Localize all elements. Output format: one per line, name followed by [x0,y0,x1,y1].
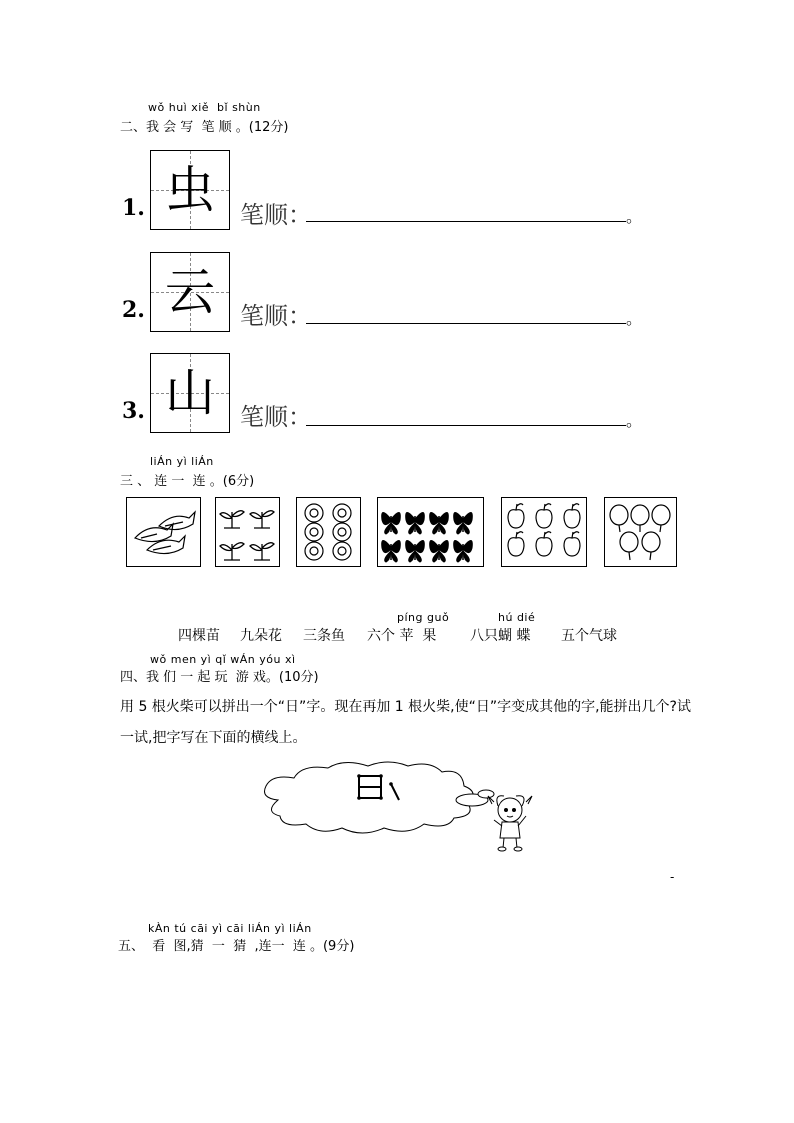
picture-flowers[interactable] [296,497,361,567]
character-3: 山 [165,364,215,422]
section2-pinyin: wǒ huì xiě bǐ shùn [148,101,261,114]
label-fish[interactable]: 三条鱼 [303,628,345,644]
thought-cloud-illustration [258,758,533,854]
section4-heading: 四、我 们 一 起 玩 游 戏。(10分) [120,670,319,685]
section4-paragraph-line2: 一试,把字写在下面的横线上。 [120,730,307,746]
answer-line-2[interactable] [306,322,626,324]
stroke-order-label-1: 笔顺： [240,201,312,229]
period-1: 。 [626,207,643,226]
picture-fish[interactable] [126,497,201,567]
section3-heading: 三 、 连 一 连 。(6分) [120,474,255,489]
picture-butterflies[interactable] [377,497,484,567]
character-1: 虫 [165,161,215,219]
label-butterflies[interactable]: 八只蝴 蝶 [470,628,531,644]
section4-paragraph-line1: 用 5 根火柴可以拼出一个“日”字。现在再加 1 根火柴,使“日”字变成其他的字,能拼出几个?试 [120,699,691,715]
item-number-2: 2. [122,297,145,323]
tian-grid-3 [150,353,230,433]
balloon-icon [605,498,676,566]
picture-balloons[interactable] [604,497,677,567]
label-flowers[interactable]: 九朵花 [240,628,282,644]
label-pinyin-apple: píng guǒ [397,611,450,624]
sprout-icon [216,498,279,566]
stroke-order-label-3: 笔顺： [240,403,312,431]
flower-icon [297,498,360,566]
section2-heading: 二、我 会 写 笔 顺 。(12分) [120,120,289,135]
label-pinyin-butterfly: hú dié [498,611,536,624]
stroke-order-label-2: 笔顺： [240,302,312,330]
period-2: 。 [626,309,643,328]
label-sprouts[interactable]: 四棵苗 [178,628,220,644]
tian-grid-1 [150,150,230,230]
trailing-dash: - [670,870,675,884]
picture-apples[interactable] [501,497,587,567]
section5-pinyin: kÀn tú cāi yì cāi liÁn yì liÁn [148,922,312,935]
label-balloons[interactable]: 五个气球 [561,628,617,644]
section3-pinyin: liÁn yì liÁn [150,455,214,468]
section4-pinyin: wǒ men yì qǐ wÁn yóu xì [150,653,296,666]
item-number-3: 3. [122,398,145,424]
label-apples[interactable]: 六个 苹 果 [367,628,437,644]
picture-sprouts[interactable] [215,497,280,567]
apple-icon [502,498,586,566]
item-number-1: 1. [122,195,145,221]
butterfly-icon [378,498,483,566]
period-3: 。 [626,411,643,430]
character-2: 云 [165,263,215,321]
tian-grid-2 [150,252,230,332]
section5-heading: 五、 看 图,猜 一 猜 ,连一 连 。(9分) [118,939,355,954]
fish-icon [127,498,200,566]
answer-line-1[interactable] [306,220,626,222]
answer-line-3[interactable] [306,424,626,426]
